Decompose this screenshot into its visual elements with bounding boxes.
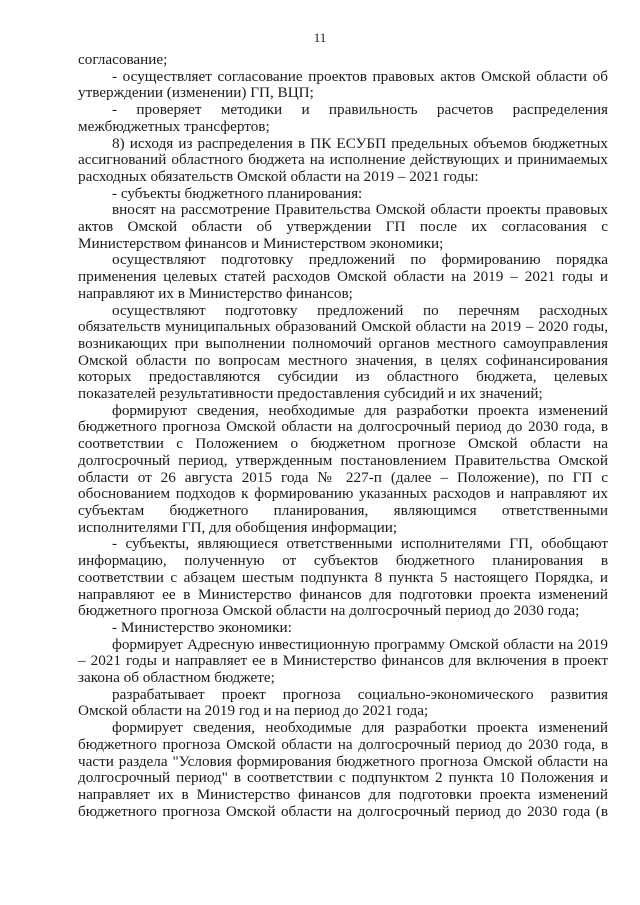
document-body: [78, 52, 608, 820]
paragraph-13: разрабатывает проект прогноза социально-экономического развития Омской области на 2019 год и на период до 2021 года;: [78, 685, 608, 720]
paragraph-11: - Министерство экономики:: [112, 618, 292, 636]
paragraph-9: формируют сведения, необходимые для разработки проекта изменений бюджетного прогноза Омской области на долгосрочный период до 2030 года, в соответствии с Положением о бюджетном прогнозе Омской области на долгосрочный период, утвержденным постановлением Правительства Омской области от 26 августа 2015 года № 227-п (далее – Положение), по ГП с обоснованием подходов к формированию указанных расходов и направляют их субъектам бюджетного планирования, являющимся ответственными исполнителями ГП, для обобщения информации;: [78, 401, 608, 536]
paragraph-7: осуществляют подготовку предложений по формированию порядка применения целевых статей расходов Омской области на 2019 – 2021 годы и направляют их в Министерство финансов;: [78, 251, 608, 302]
paragraph-10: - субъекты, являющиеся ответственными исполнителями ГП, обобщают информацию, полученную от субъектов бюджетного планирования в соответствии с абзацем шестым подпункта 8 пункта 5 настоящего Порядка, и направляют ее в Министерство финансов для подготовки проекта изменений бюджетного прогноза Омской области на долгосрочный период до 2030 года;: [78, 535, 608, 620]
paragraph-4: 8) исходя из распределения в ПК ЕСУБП предельных объемов бюджетных ассигнований областного бюджета на исполнение действующих и принимаемых расходных обязательств Омской области на 2019 – 2021 годы:: [78, 134, 608, 185]
paragraph-8: осуществляют подготовку предложений по перечням расходных обязательств муниципальных образований Омской области на 2019 – 2020 годы, возникающих при выполнении полномочий органов местного самоуправления Омской области по вопросам местного значения, в целях софинансирования которых предоставляются субсидии из областного бюджета, целевых показателей результативности предоставления субсидий и их значений;: [78, 301, 608, 403]
page-number: 11: [313, 30, 327, 45]
paragraph-3: - проверяет методики и правильность расчетов распределения межбюджетных трансфертов;: [78, 101, 608, 135]
paragraph-2: - осуществляет согласование проектов правовых актов Омской области об утверждении (изменении) ГП, ВЦП;: [78, 67, 608, 102]
paragraph-6: вносят на рассмотрение Правительства Омской области проекты правовых актов Омской области об утверждении ГП после их согласования с Министерством финансов и Министерством экономики;: [78, 201, 608, 252]
paragraph-12: формирует Адресную инвестиционную программу Омской области на 2019 – 2021 годы и направляет ее в Министерство финансов для включения в проект закона об областном бюджете;: [78, 635, 608, 687]
paragraph-5: - субъекты бюджетного планирования:: [112, 184, 363, 202]
paragraph-14: формирует сведения, необходимые для разработки проекта изменений бюджетного прогноза Омской области на долгосрочный период до 2030 года, в части раздела "Условия формирования бюджетного прогноза Омской области на долгосрочный период" в соответствии с подпунктом 2 пункта 10 Положения и направляет их в Министерство финансов для подготовки проекта изменений бюджетного прогноза Омской области на долгосрочный период до 2030 года (в: [78, 719, 608, 820]
paragraph-1: согласование;: [78, 51, 168, 68]
